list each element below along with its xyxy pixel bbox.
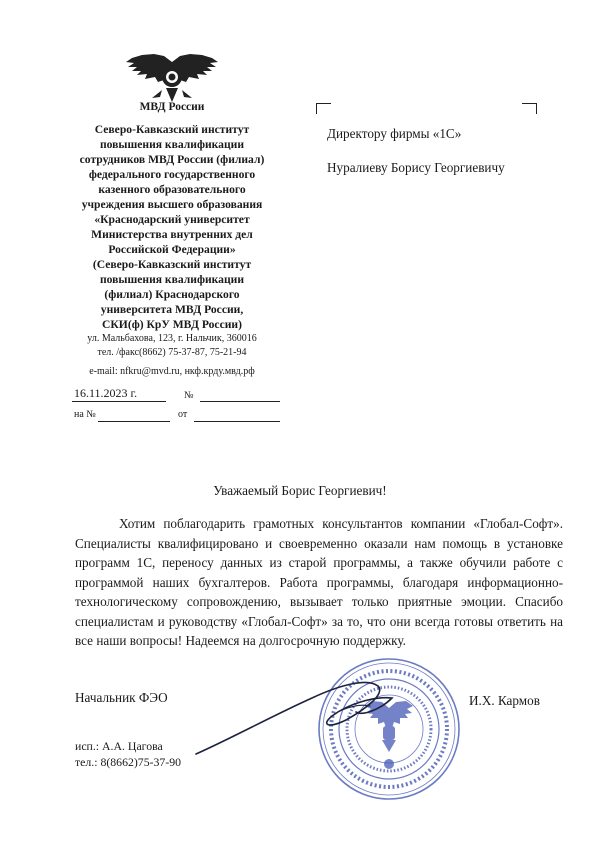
from-label: от — [178, 409, 188, 420]
org-address — [60, 332, 284, 360]
org-line: СКИ(ф) КрУ МВД России) — [102, 318, 242, 331]
org-line: Министерства внутренних дел — [91, 228, 253, 241]
org-line: университета МВД России, — [100, 303, 244, 316]
executor-info — [75, 738, 181, 770]
org-full-name — [60, 122, 284, 332]
org-line: учреждения высшего образования — [81, 198, 263, 211]
executor-name: исп.: А.А. Цагова — [75, 739, 163, 753]
from-line — [194, 421, 280, 422]
addressee-line-2: Нуралиеву Борису Георгиевичу — [327, 160, 505, 175]
greeting: Уважаемый Борис Георгиевич! — [213, 483, 387, 498]
org-line: «Краснодарский университет — [94, 213, 250, 226]
org-line: повышения квалификации — [99, 273, 245, 286]
org-line: Российской Федерации» — [108, 243, 236, 256]
executor-phone: тел.: 8(8662)75-37-90 — [75, 755, 182, 769]
org-line: Северо-Кавказский институт — [94, 123, 250, 136]
org-short-name: МВД России — [139, 101, 205, 113]
phone-fax-line: тел. /факс(8662) 75-37-87, 75-21-94 — [97, 347, 247, 358]
addressee-line-1: Директору фирмы «1С» — [327, 126, 462, 141]
org-line: (Северо-Кавказский институт — [92, 258, 252, 271]
registration-block — [60, 386, 290, 430]
org-line: казенного образовательного — [98, 183, 246, 196]
ref-label: на № — [74, 409, 96, 420]
org-line: сотрудников МВД России (филиал) — [79, 153, 265, 166]
date-line — [72, 401, 166, 402]
frame-corner-top-left — [316, 103, 331, 114]
address-line: ул. Мальбахова, 123, г. Нальчик, 360016 — [87, 333, 257, 344]
handwritten-signature — [192, 676, 402, 760]
ref-line — [98, 421, 170, 422]
double-headed-eagle-emblem-icon — [124, 52, 220, 104]
org-line: федерального государственного — [88, 168, 256, 181]
number-label: № — [184, 390, 194, 401]
outgoing-date: 16.11.2023 г. — [74, 386, 138, 400]
signatory-name: И.Х. Кармов — [469, 693, 540, 708]
org-email: e-mail: nfkru@mvd.ru, нкф.крду.мвд.рф — [89, 366, 255, 377]
org-line: (филиал) Краснодарского — [104, 288, 240, 301]
org-line: повышения квалификации — [99, 138, 245, 151]
number-line — [200, 401, 280, 402]
signatory-position: Начальник ФЭО — [75, 690, 168, 705]
letter-body: Хотим поблагодарить грамотных консультантов компании «Глобал-Софт». Специалисты квалифицировано и своевременно оказали нам помощь в установке программ 1С, переносу данных из старой программы, а также обучили работе с программой наших бухгалтеров. Работа программы, благодаря информационно-технологическому сопровождению, вызывает только приятные эмоции. Спасибо специалистам и руководству «Глобал-Софт» за то, что они всегда готовы ответить на все наши вопросы! Надеемся на долгосрочную поддержку. — [75, 516, 563, 648]
frame-corner-top-right — [522, 103, 537, 114]
